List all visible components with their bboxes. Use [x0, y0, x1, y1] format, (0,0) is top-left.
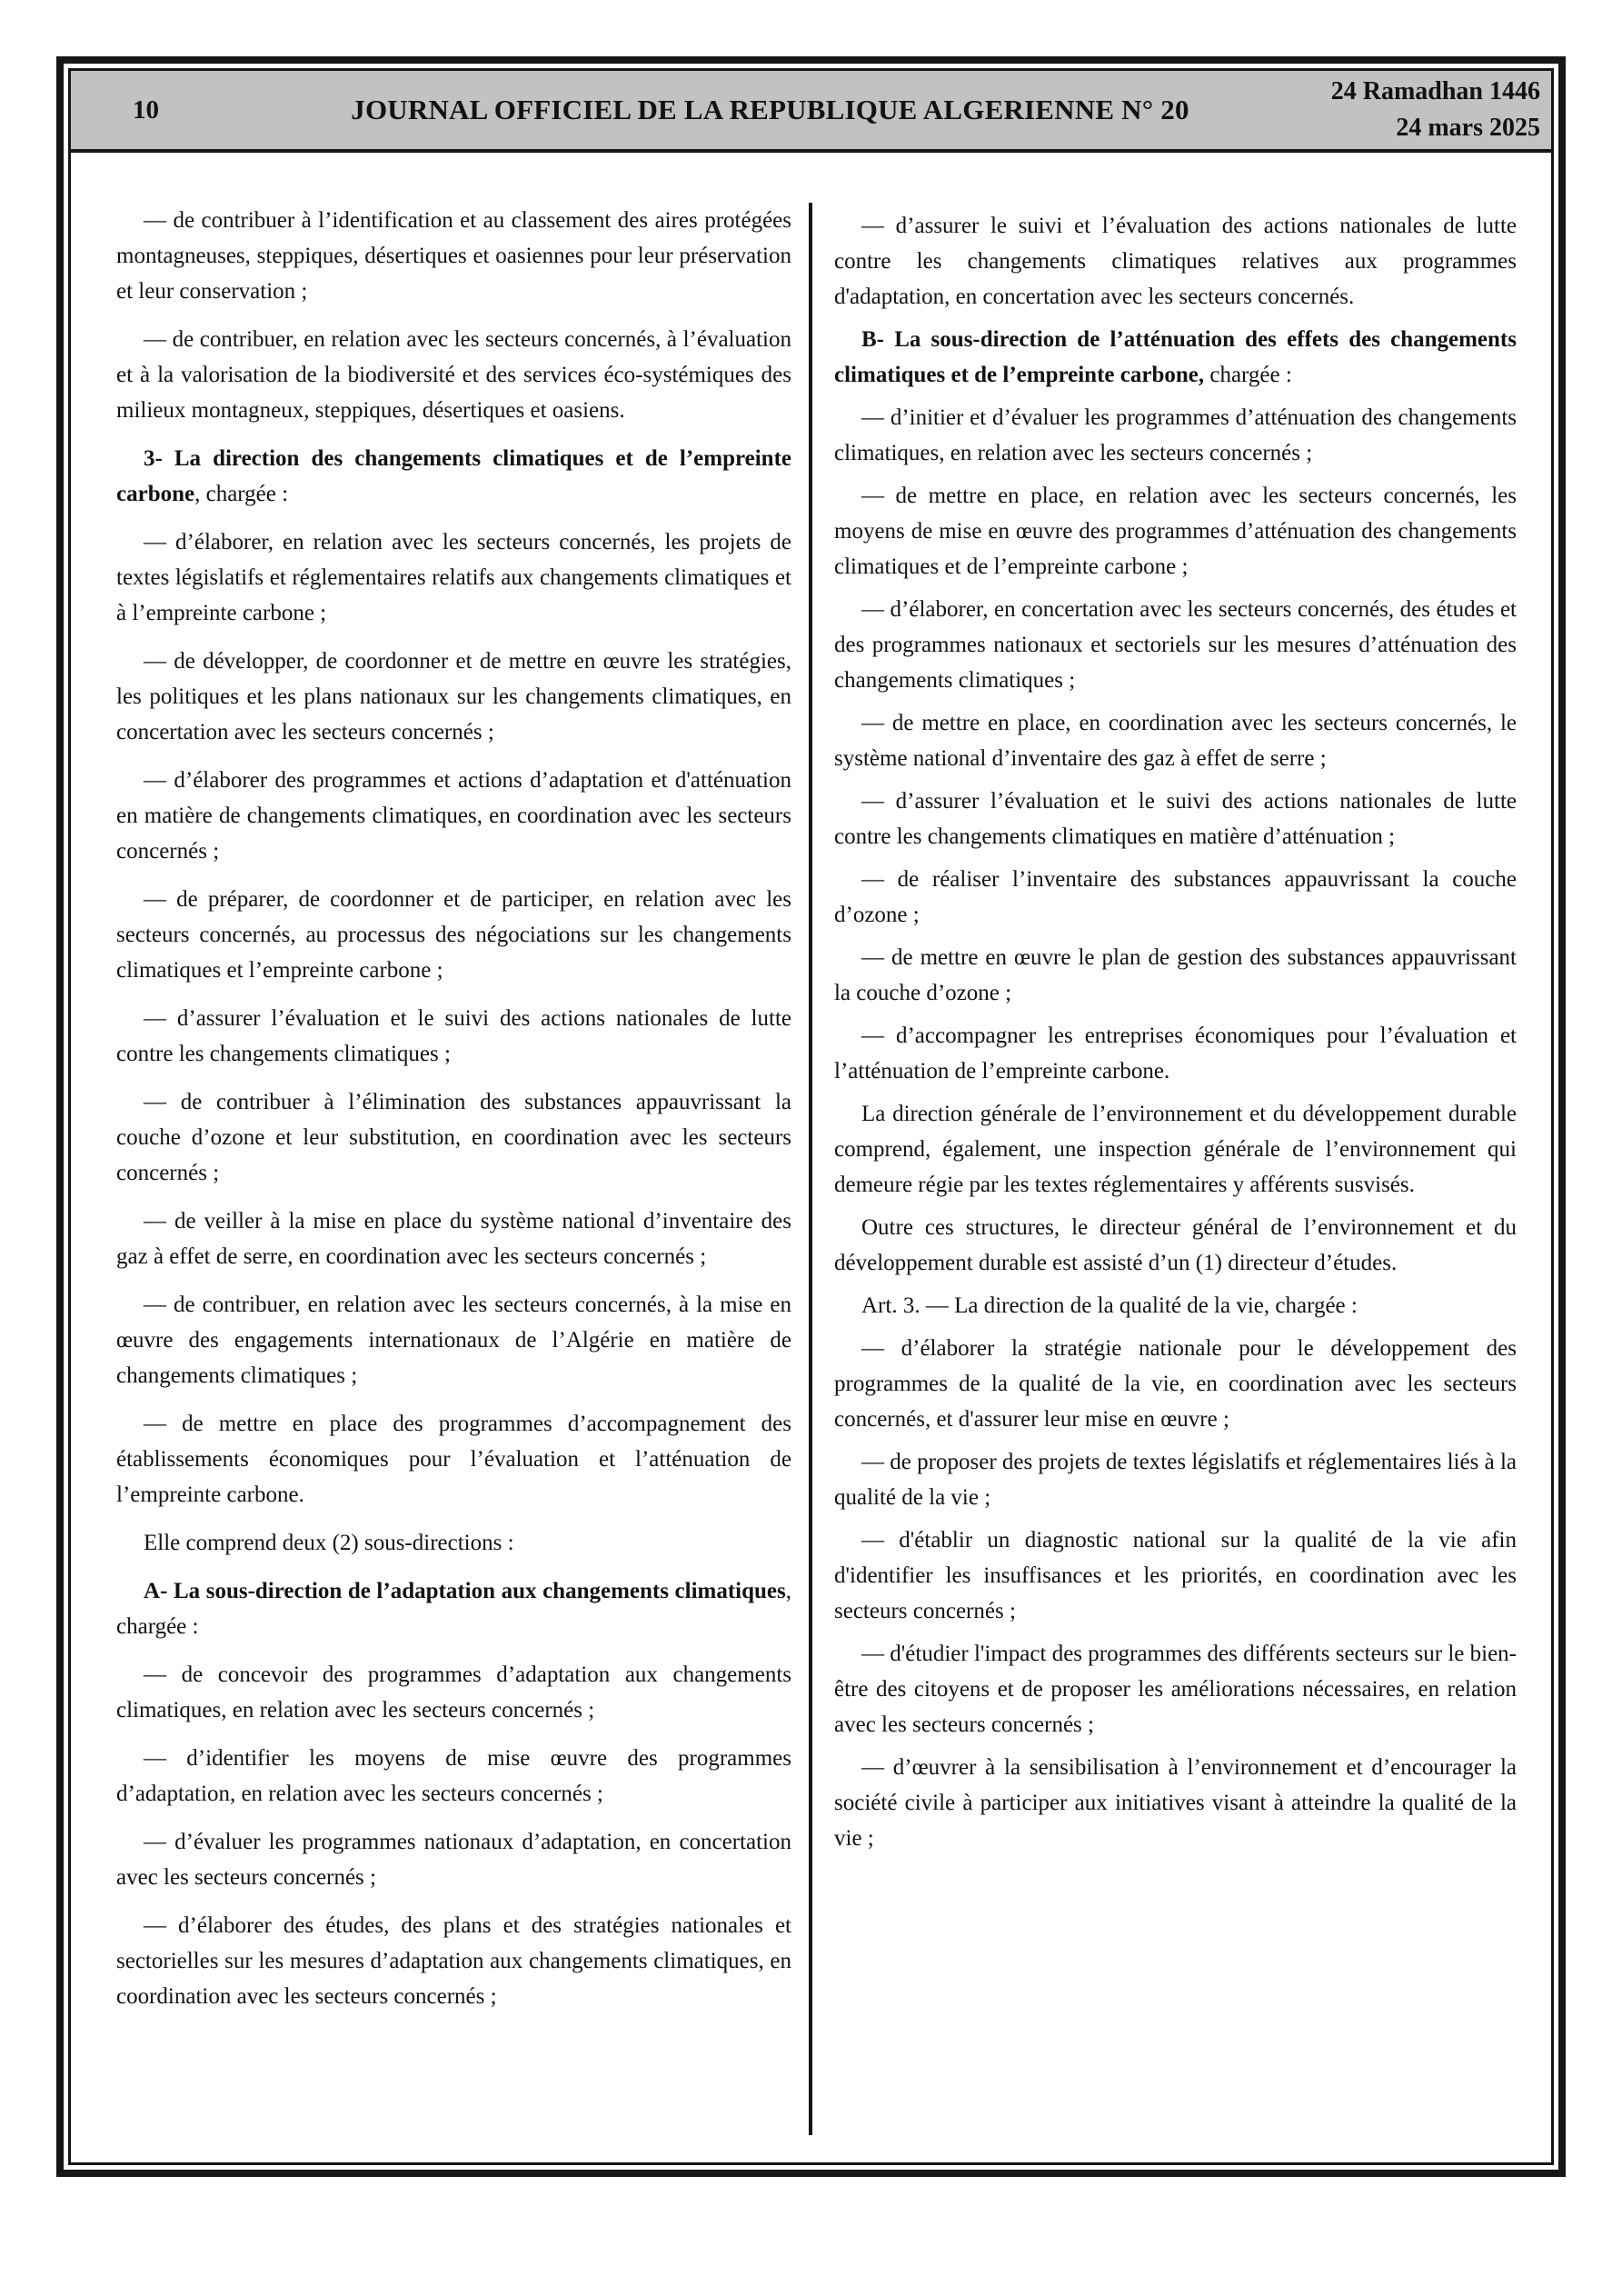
paragraph: Art. 3. — La direction de la qualité de la vie, chargée :: [861, 1293, 1358, 1318]
paragraph: — de proposer des projets de textes législatifs et réglementaires liés à la qualité de la vie ;: [834, 1450, 1517, 1510]
paragraph: — de mettre en œuvre le plan de gestion des substances appauvrissant la couche d’ozone ;: [834, 945, 1517, 1005]
paragraph: Outre ces structures, le directeur général de l’environnement et du développement durable est assisté d’un (1) directeur d’études.: [834, 1215, 1517, 1275]
date-gregorian: 24 mars 2025: [1396, 114, 1540, 142]
section-heading: [834, 322, 1517, 393]
paragraph: — de développer, de coordonner et de mettre en œuvre les stratégies, les politiques et les plans nationaux sur les changements climatiques, en concertation avec les secteurs concernés ;: [116, 649, 791, 744]
paragraph: — d’élaborer, en concertation avec les secteurs concernés, des études et des programmes nationaux et sectoriels sur les mesures d’atténuation des changements climatiques ;: [834, 597, 1517, 693]
heading-rest-text: , chargée :: [116, 1579, 791, 1639]
page-inner-border: [68, 68, 1554, 2165]
heading-rest-text: , chargée :: [194, 482, 289, 506]
section-heading: [116, 441, 791, 512]
heading-bold-text: A- La sous-direction de l’adaptation aux changements climatiques: [144, 1579, 786, 1603]
page-body: [71, 153, 1551, 2162]
paragraph: — d’assurer l’évaluation et le suivi des actions nationales de lutte contre les changements climatiques ;: [116, 1006, 791, 1066]
paragraph: — d’œuvrer à la sensibilisation à l’environnement et d’encourager la société civile à participer aux initiatives visant à atteindre la qualité de la vie ;: [834, 1755, 1517, 1851]
paragraph: Elle comprend deux (2) sous-directions :: [144, 1531, 514, 1555]
date-hijri: 24 Ramadhan 1446: [1330, 77, 1540, 105]
paragraph: — de mettre en place, en coordination avec les secteurs concernés, le système national d’inventaire des gaz à effet de serre ;: [834, 711, 1517, 771]
paragraph: — d’accompagner les entreprises économiques pour l’évaluation et l’atténuation de l’empreinte carbone.: [834, 1023, 1517, 1083]
page-outer-border: [56, 56, 1566, 2177]
header-dates: [1271, 74, 1544, 146]
section-heading: [116, 1573, 791, 1644]
paragraph: — d’assurer l’évaluation et le suivi des actions nationales de lutte contre les changements climatiques en matière d’atténuation ;: [834, 789, 1517, 849]
paragraph: — de contribuer, en relation avec les secteurs concernés, à l’évaluation et à la valorisation de la biodiversité et des services éco-systémiques des milieux montagneux, steppiques, désertiques et oasiens.: [116, 327, 791, 423]
page-number: 10: [133, 95, 159, 125]
journal-title: JOURNAL OFFICIEL DE LA REPUBLIQUE ALGERIENNE N° 20: [351, 94, 1189, 125]
paragraph: — de contribuer à l’identification et au classement des aires protégées montagneuses, steppiques, désertiques et oasiennes pour leur préservation et leur conservation ;: [116, 208, 791, 304]
paragraph: — de concevoir des programmes d’adaptation aux changements climatiques, en relation avec les secteurs concernés ;: [116, 1662, 791, 1722]
column-divider: [809, 203, 812, 2135]
right-column: [834, 203, 1517, 2135]
left-column: [116, 203, 791, 2135]
paragraph: — de contribuer, en relation avec les secteurs concernés, à la mise en œuvre des engagements internationaux de l’Algérie en matière de changements climatiques ;: [116, 1293, 791, 1388]
paragraph: La direction générale de l’environnement et du développement durable comprend, également, une inspection générale de l’environnement qui demeure régie par les textes réglementaires y afférents susvisés.: [834, 1102, 1517, 1197]
heading-bold-text: 3- La direction des changements climatiques et de l’empreinte carbone: [116, 446, 791, 506]
paragraph: — de contribuer à l’élimination des substances appauvrissant la couche d’ozone et leur substitution, en coordination avec les secteurs concernés ;: [116, 1090, 791, 1185]
paragraph: — d’assurer le suivi et l’évaluation des actions nationales de lutte contre les changements climatiques relatives aux programmes d'adaptation, en concertation avec les secteurs concernés.: [834, 214, 1517, 309]
paragraph: — de préparer, de coordonner et de participer, en relation avec les secteurs concernés, au processus des négociations sur les changements climatiques et l’empreinte carbone ;: [116, 887, 791, 983]
paragraph: — d’élaborer, en relation avec les secteurs concernés, les projets de textes législatifs et réglementaires relatifs aux changements climatiques et à l’empreinte carbone ;: [116, 530, 791, 625]
paragraph: — d'étudier l'impact des programmes des différents secteurs sur le bien-être des citoyens et de proposer les améliorations nécessaires, en relation avec les secteurs concernés ;: [834, 1642, 1517, 1737]
paragraph: — d'établir un diagnostic national sur la qualité de la vie afin d'identifier les insuffisances et les priorités, en coordination avec les secteurs concernés ;: [834, 1528, 1517, 1623]
paragraph: — d’élaborer des programmes et actions d’adaptation et d'atténuation en matière de changements climatiques, en coordination avec les secteurs concernés ;: [116, 768, 791, 863]
paragraph: — d’identifier les moyens de mise œuvre des programmes d’adaptation, en relation avec les secteurs concernés ;: [116, 1746, 791, 1806]
paragraph: — d’évaluer les programmes nationaux d’adaptation, en concertation avec les secteurs concernés ;: [116, 1830, 791, 1890]
paragraph: — d’élaborer la stratégie nationale pour le développement des programmes de la qualité de la vie, en coordination avec les secteurs concernés, et d'assurer leur mise en œuvre ;: [834, 1336, 1517, 1432]
paragraph: — d’élaborer des études, des plans et des stratégies nationales et sectorielles sur les mesures d’adaptation aux changements climatiques, en coordination avec les secteurs concernés ;: [116, 1913, 791, 2009]
heading-bold-text: B- La sous-direction de l’atténuation des effets des changements climatiques et de l’empreinte carbone,: [834, 327, 1517, 387]
paragraph: — d’initier et d’évaluer les programmes d’atténuation des changements climatiques, en relation avec les secteurs concernés ;: [834, 405, 1517, 465]
heading-rest-text: chargée :: [1204, 363, 1292, 387]
paragraph: — de mettre en place, en relation avec les secteurs concernés, les moyens de mise en œuvre des programmes d’atténuation des changements climatiques et de l’empreinte carbone ;: [834, 484, 1517, 579]
page-header: [71, 71, 1551, 153]
paragraph: — de mettre en place des programmes d’accompagnement des établissements économiques pour l’évaluation et l’atténuation de l’empreinte carbone.: [116, 1412, 791, 1507]
paragraph: — de veiller à la mise en place du système national d’inventaire des gaz à effet de serre, en coordination avec les secteurs concernés ;: [116, 1209, 791, 1269]
paragraph: — de réaliser l’inventaire des substances appauvrissant la couche d’ozone ;: [834, 867, 1517, 927]
